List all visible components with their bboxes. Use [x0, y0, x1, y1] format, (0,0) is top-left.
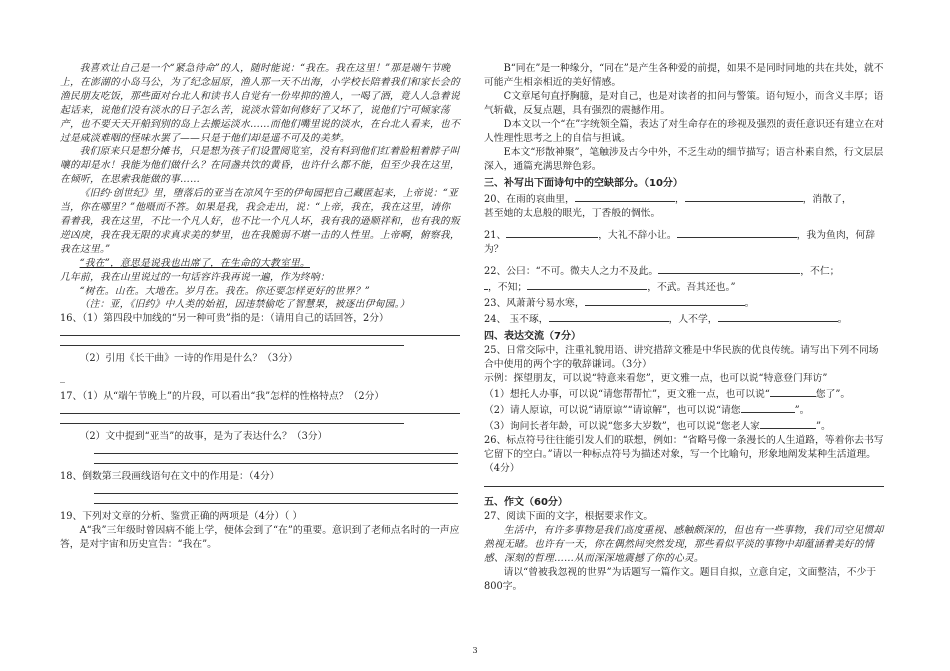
section-5-heading: 五、作文（60分） — [484, 497, 568, 508]
question-19-option-d: D本文以一个“在”字统领全篇，表达了对生命存在的珍视及强烈的责任意识还有建立在对人性理性思考之上的自信与担诚。 — [484, 119, 884, 144]
question-22-text-c: ，不知； — [488, 282, 528, 293]
blank[interactable] — [741, 402, 795, 413]
question-25-1-suffix: 您了”。 — [815, 389, 851, 400]
question-20 — [484, 191, 884, 207]
answer-line[interactable] — [60, 335, 460, 336]
passage-paragraph-5: 几年前，我在山里说过的一句话容许我再说一遍，作为终响： — [60, 271, 330, 283]
page-number: 3 — [472, 646, 478, 655]
question-25-3 — [484, 418, 884, 434]
question-20-text: 20、在雨的哀曲里， — [484, 194, 575, 205]
question-25-example: 示例：探望朋友，可以说“特意来看您”，更文雅一点，也可以说“特意登门拜访” — [484, 373, 828, 384]
period: 。 — [744, 298, 755, 309]
period: 。 — [837, 314, 848, 325]
right-column — [484, 62, 884, 594]
question-21-suffix: ，我为鱼肉，何辞为？ — [484, 230, 876, 255]
question-25-2-suffix: ”。 — [794, 405, 810, 416]
question-25-2-text: （2）请人原谅，可以说“请原谅”“请谅解”，也可以说“请您 — [484, 405, 741, 416]
passage-paragraph-2: 我们原来只是想分摊书，只是想为孩子们设置阅览室，没有料到他们红着脸粗着脖子叫嚷的却是水！我能为他们做什么？在同盏共饮的黄昏，也许什么都不能，但至少我在这里，在倾听，在思索我能做的事…… — [60, 146, 460, 186]
answer-dash: _ — [60, 372, 65, 384]
question-25-3-text: （3）询问长者年龄，可以说“您多大岁数”，也可以说“您老人家 — [484, 421, 760, 432]
question-19: 19、下列对文章的分析、鉴赏正确的两项是（4分）（ ） — [60, 511, 303, 523]
question-18: 18、倒数第三段画线语句在文中的作用是：（4分） — [60, 471, 280, 483]
question-21 — [484, 227, 884, 257]
section-4-heading: 四、表达交流（7分） — [484, 331, 581, 342]
blank[interactable] — [585, 295, 745, 306]
question-22 — [484, 263, 884, 279]
question-17-2: （2）文中提到“亚当”的故事，是为了表达什么？（3分） — [79, 431, 328, 443]
question-23 — [484, 295, 884, 311]
essay-prompt-text: 生活中，有许多事物是我们高度重视、感触颇深的，但也有一些事物，我们司空见惯却熟视无睹。也许有一天，你在偶然间突然发现，那些看似平淡的事物中却蕴涵着美好的情感、深刻的哲理……从而深深地震撼了你的心灵。 — [484, 525, 884, 564]
blank[interactable] — [677, 227, 797, 238]
question-16-1: 16、（1）第四段中加线的“另一种可贵”指的是：（请用自己的话回答，2分） — [60, 313, 389, 325]
question-19-option-a: A“我”三年级时曾因病不能上学，便体会到了“在”的重要。意识到了老师点名时的一声应答，是对宇宙和历史宣告：“我在”。 — [60, 525, 460, 551]
blank[interactable] — [770, 386, 816, 397]
question-19-option-c: C文章尾句直抒胸臆，是对自己，也是对读者的扣问与警策。语句短小，而含义丰厚；语气斩截，反复点题，具有强烈的震撼作用。 — [484, 91, 884, 116]
comma: ， — [674, 194, 685, 205]
question-22-text-b: ，不仁； — [800, 266, 840, 277]
essay-requirement: 请以“曾被我忽视的世界”为话题写一篇作文。题目自拟，立意自定，文面整洁，不少于800字。 — [484, 566, 877, 592]
blank[interactable] — [527, 279, 647, 290]
question-16-2: （2）引用《长干曲》一诗的作用是什么？（3分） — [79, 353, 298, 365]
passage-paragraph-4-underlined: “我在”，意思是说我也出席了，在生命的大教室里。 — [79, 257, 310, 269]
question-27: 27、阅读下面的文字，根据要求作文。 — [484, 511, 654, 522]
answer-line[interactable] — [60, 413, 460, 414]
question-19-option-b: B“同在”是一种缘分，“同在”是产生各种爱的前提，如果不是同时同地的共在共处，就不可能产生相亲相近的美好情感。 — [484, 63, 884, 88]
left-column — [60, 62, 460, 552]
question-19-option-e: E本文“形散神聚”，笔触涉及古今中外，不乏生动的细节描写；语言朴素自然，行文层层深入，通篇充满思辩色彩。 — [484, 147, 884, 172]
question-25-2 — [484, 402, 884, 418]
question-20-line2: 甚至她的太息般的眼光，丁香般的惆怅。 — [484, 208, 661, 219]
question-25-1 — [484, 386, 884, 402]
question-23-text: 23、风萧萧兮易水寒， — [484, 298, 585, 309]
question-22-text-d: ，不武。吾其还也。” — [647, 282, 736, 293]
question-17-1: 17、（1）从“端午节晚上”的片段，可以看出“我”怎样的性格特点？（2分） — [60, 391, 385, 403]
passage-note: （注：亚，《旧约》中人类的始祖，因违禁偷吃了智慧果，被逐出伊甸园。） — [79, 299, 410, 311]
question-21-text: ，大礼不辞小让。 — [598, 230, 677, 241]
passage-paragraph-3: 《旧约·创世纪》里，堕落后的亚当在凉风午至的伊甸园把自己藏匿起来，上帝说：“亚当，你在哪里？”他嗫而不答。如果是我，我会走出，说：“上帝，我在，我在这里，请你看着我，我在这里，不比一个凡人好，也不比一个凡人坏，我有我的逊顺祥和，也有我的叛逆凶戾，我在我无限的求真求美的梦里，也在我脆弱不堪一击的人性里。上帝啊，俯察我，我在这里。” — [60, 188, 460, 255]
blank[interactable] — [685, 191, 803, 202]
blank[interactable] — [760, 418, 816, 429]
question-22-text: 22、公曰：“不可。微夫人之力不及此。 — [484, 266, 659, 277]
question-21-num: 21、 — [484, 230, 507, 241]
question-25: 25、日常交际中，注重礼貌用语、讲究措辞文雅是中华民族的优良传统。请写出下列不同场合中使用的两个字的敬辞谦词。（3分） — [484, 345, 879, 370]
passage-paragraph-1: 我喜欢让自己是一个“紧急待命”的人，随时能说：“我在。我在这里！”那是端午节晚上，在澎湖的小岛马公，为了纪念屈原，渔人那一天不出海，小学校长陪着我们和家长会的渔民朋友吃饭，那些面对台北人和读书人自觉有一份卑抑的渔人，一喝了酒，竟人人急着说起话来，说他们没有淡水的日子怎么苦，说淡水管如何修好了又坏了，说他们宁可倾家荡产，也不要天天开船到别的岛上去搬运淡水……而他们嘴里说的淡水，在台北人看来，也不过是咸淡难咽的怪味水罢了——只是于他们却是遥不可及的美梦。 — [60, 63, 460, 144]
question-26: 26、标点符号往往能引发人们的联想，例如：“省略号像一条漫长的人生道路，等着你去书写它留下的空白。”请以一种标点符号为描述对象，写一个比喻句，形象地阐发某种生活道理。（4分） — [484, 435, 884, 474]
answer-line[interactable] — [94, 453, 458, 454]
blank[interactable] — [718, 311, 838, 322]
question-20-suffix: ，消散了， — [802, 194, 852, 205]
blank[interactable] — [575, 191, 675, 202]
question-24 — [484, 311, 884, 327]
question-24-text-b: ，人不学， — [668, 314, 718, 325]
blank[interactable] — [658, 263, 800, 274]
question-22-line2 — [484, 279, 884, 295]
blank[interactable] — [506, 227, 598, 238]
question-25-1-text: （1）想托人办事，可以说“请您帮帮忙”，更文雅一点，也可以说“ — [484, 389, 770, 400]
question-24-text: 24、 玉不琢， — [484, 314, 549, 325]
question-25-3-suffix: ”。 — [815, 421, 831, 432]
blank[interactable] — [549, 311, 669, 322]
section-3-heading: 三、补写出下面诗句中的空缺部分。（10分） — [484, 178, 683, 189]
passage-paragraph-6: “树在。山在。大地在。岁月在。我在。你还要怎样更好的世界？” — [79, 285, 370, 297]
answer-line[interactable] — [94, 493, 458, 494]
